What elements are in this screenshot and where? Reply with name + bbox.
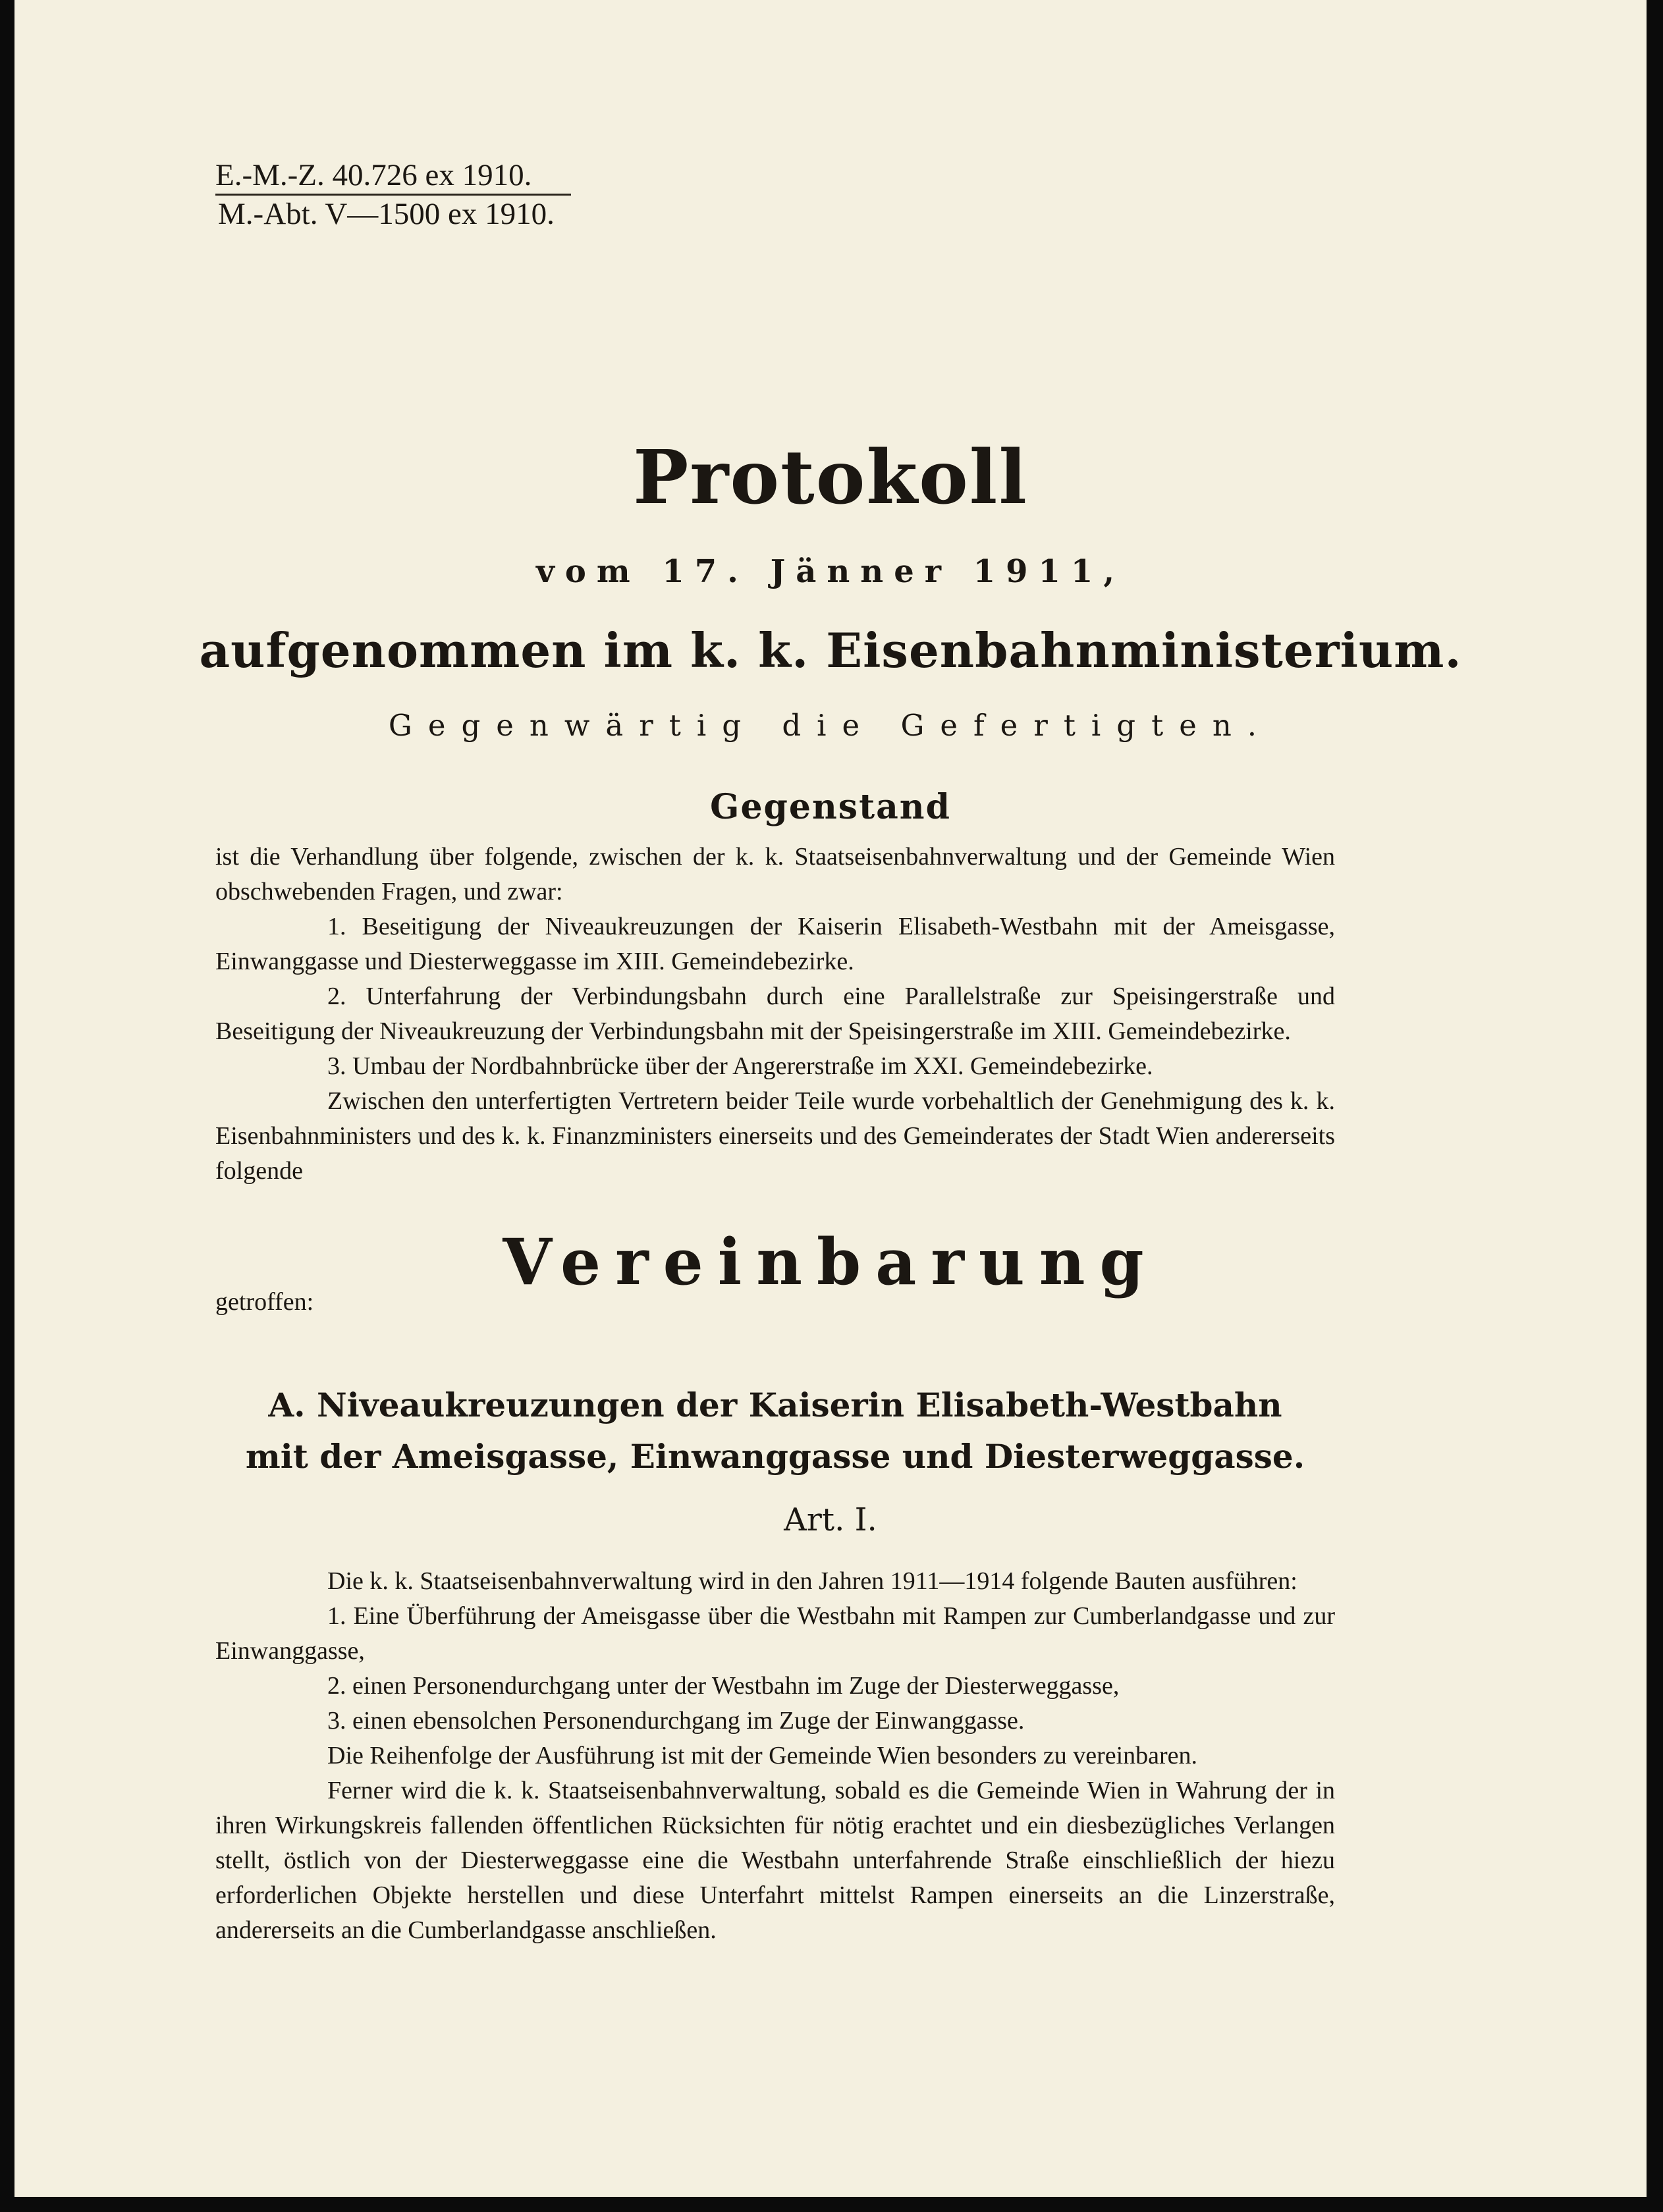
ministry-line: aufgenommen im k. k. Eisenbahnministerium.	[199, 622, 1462, 678]
subject-item-1: 1. Beseitigung der Niveaukreuzungen der Kaiserin Elisabeth-Westbahn mit der Ameisgasse, Einwanggasse und Diesterweggasse im XIII. Gemeindebezirke.	[215, 913, 1335, 975]
reference-numbers	[215, 157, 571, 232]
subject-heading: Gegenstand	[710, 787, 951, 827]
article-item-1: 1. Eine Überführung der Ameisgasse über die Westbahn mit Rampen zur Cumberlandgasse und zur Einwanggasse,	[215, 1602, 1335, 1665]
article-item-2: 2. einen Personendurchgang unter der Westbahn im Zuge der Diesterweggasse,	[327, 1672, 1120, 1700]
date-line: vom 17. Jänner 1911,	[535, 553, 1126, 590]
subject-body	[215, 840, 1335, 1189]
subject-item-3: 3. Umbau der Nordbahnbrücke über der Angererstraße im XXI. Gemeindebezirke.	[327, 1052, 1153, 1080]
document-title: Protokoll	[633, 435, 1028, 521]
subject-item-2: 2. Unterfahrung der Verbindungsbahn durch eine Parallelstraße zur Speisingerstraße und Beseitigung der Niveaukreuzung der Verbindungsbahn mit der Speisingerstraße im XIII. Gemeindebezirke.	[215, 983, 1335, 1045]
article-paragraph-1: Die Reihenfolge der Ausführung ist mit der Gemeinde Wien besonders zu vereinbaren.	[327, 1742, 1198, 1769]
article-intro: Die k. k. Staatseisenbahnverwaltung wird in den Jahren 1911—1914 folgende Bauten ausführen:	[327, 1567, 1297, 1595]
subject-intro: ist die Verhandlung über folgende, zwischen der k. k. Staatseisenbahnverwaltung und der Gemeinde Wien obschwebenden Fragen, und zwar:	[215, 843, 1335, 905]
reference-line-2: M.-Abt. V—1500 ex 1910.	[218, 197, 555, 231]
present-line: Gegenwärtig die Gefertigten.	[388, 708, 1273, 743]
article-paragraph-2: Ferner wird die k. k. Staatseisenbahnverwaltung, sobald es die Gemeinde Wien in Wahrung der in ihren Wirkungskreis fallenden öffentlichen Rücksichten für nötig erachtet und ein diesbezügliches Verlangen stellt, östlich von der Diesterweggasse eine die Westbahn unterfahrende Straße einschließlich der hiezu erforderlichen Objekte herstellen und diese Unterfahrt mittelst Rampen einerseits an die Linzerstraße, andererseits an die Cumberlandgasse anschließen.	[215, 1777, 1335, 1944]
made-label: getroffen:	[215, 1288, 314, 1316]
article-title: Art. I.	[784, 1501, 877, 1538]
article-item-3: 3. einen ebensolchen Personendurchgang im Zuge der Einwanggasse.	[327, 1707, 1025, 1735]
reference-line-1: E.-M.-Z. 40.726 ex 1910.	[215, 157, 571, 196]
document-page	[14, 0, 1647, 2197]
agreement-title: Vereinbarung	[503, 1225, 1159, 1299]
section-a-heading: A. Niveaukreuzungen der Kaiserin Elisabeth-Westbahn mit der Ameisgasse, Einwanggasse und Diesterweggasse.	[245, 1386, 1305, 1476]
subject-closing: Zwischen den unterfertigten Vertretern beider Teile wurde vorbehaltlich der Genehmigung des k. k. Eisenbahnministers und des k. k. Finanzministers einerseits und des Gemeinderates der Stadt Wien andererseits folgende	[215, 1087, 1335, 1185]
article-body	[215, 1564, 1335, 1948]
